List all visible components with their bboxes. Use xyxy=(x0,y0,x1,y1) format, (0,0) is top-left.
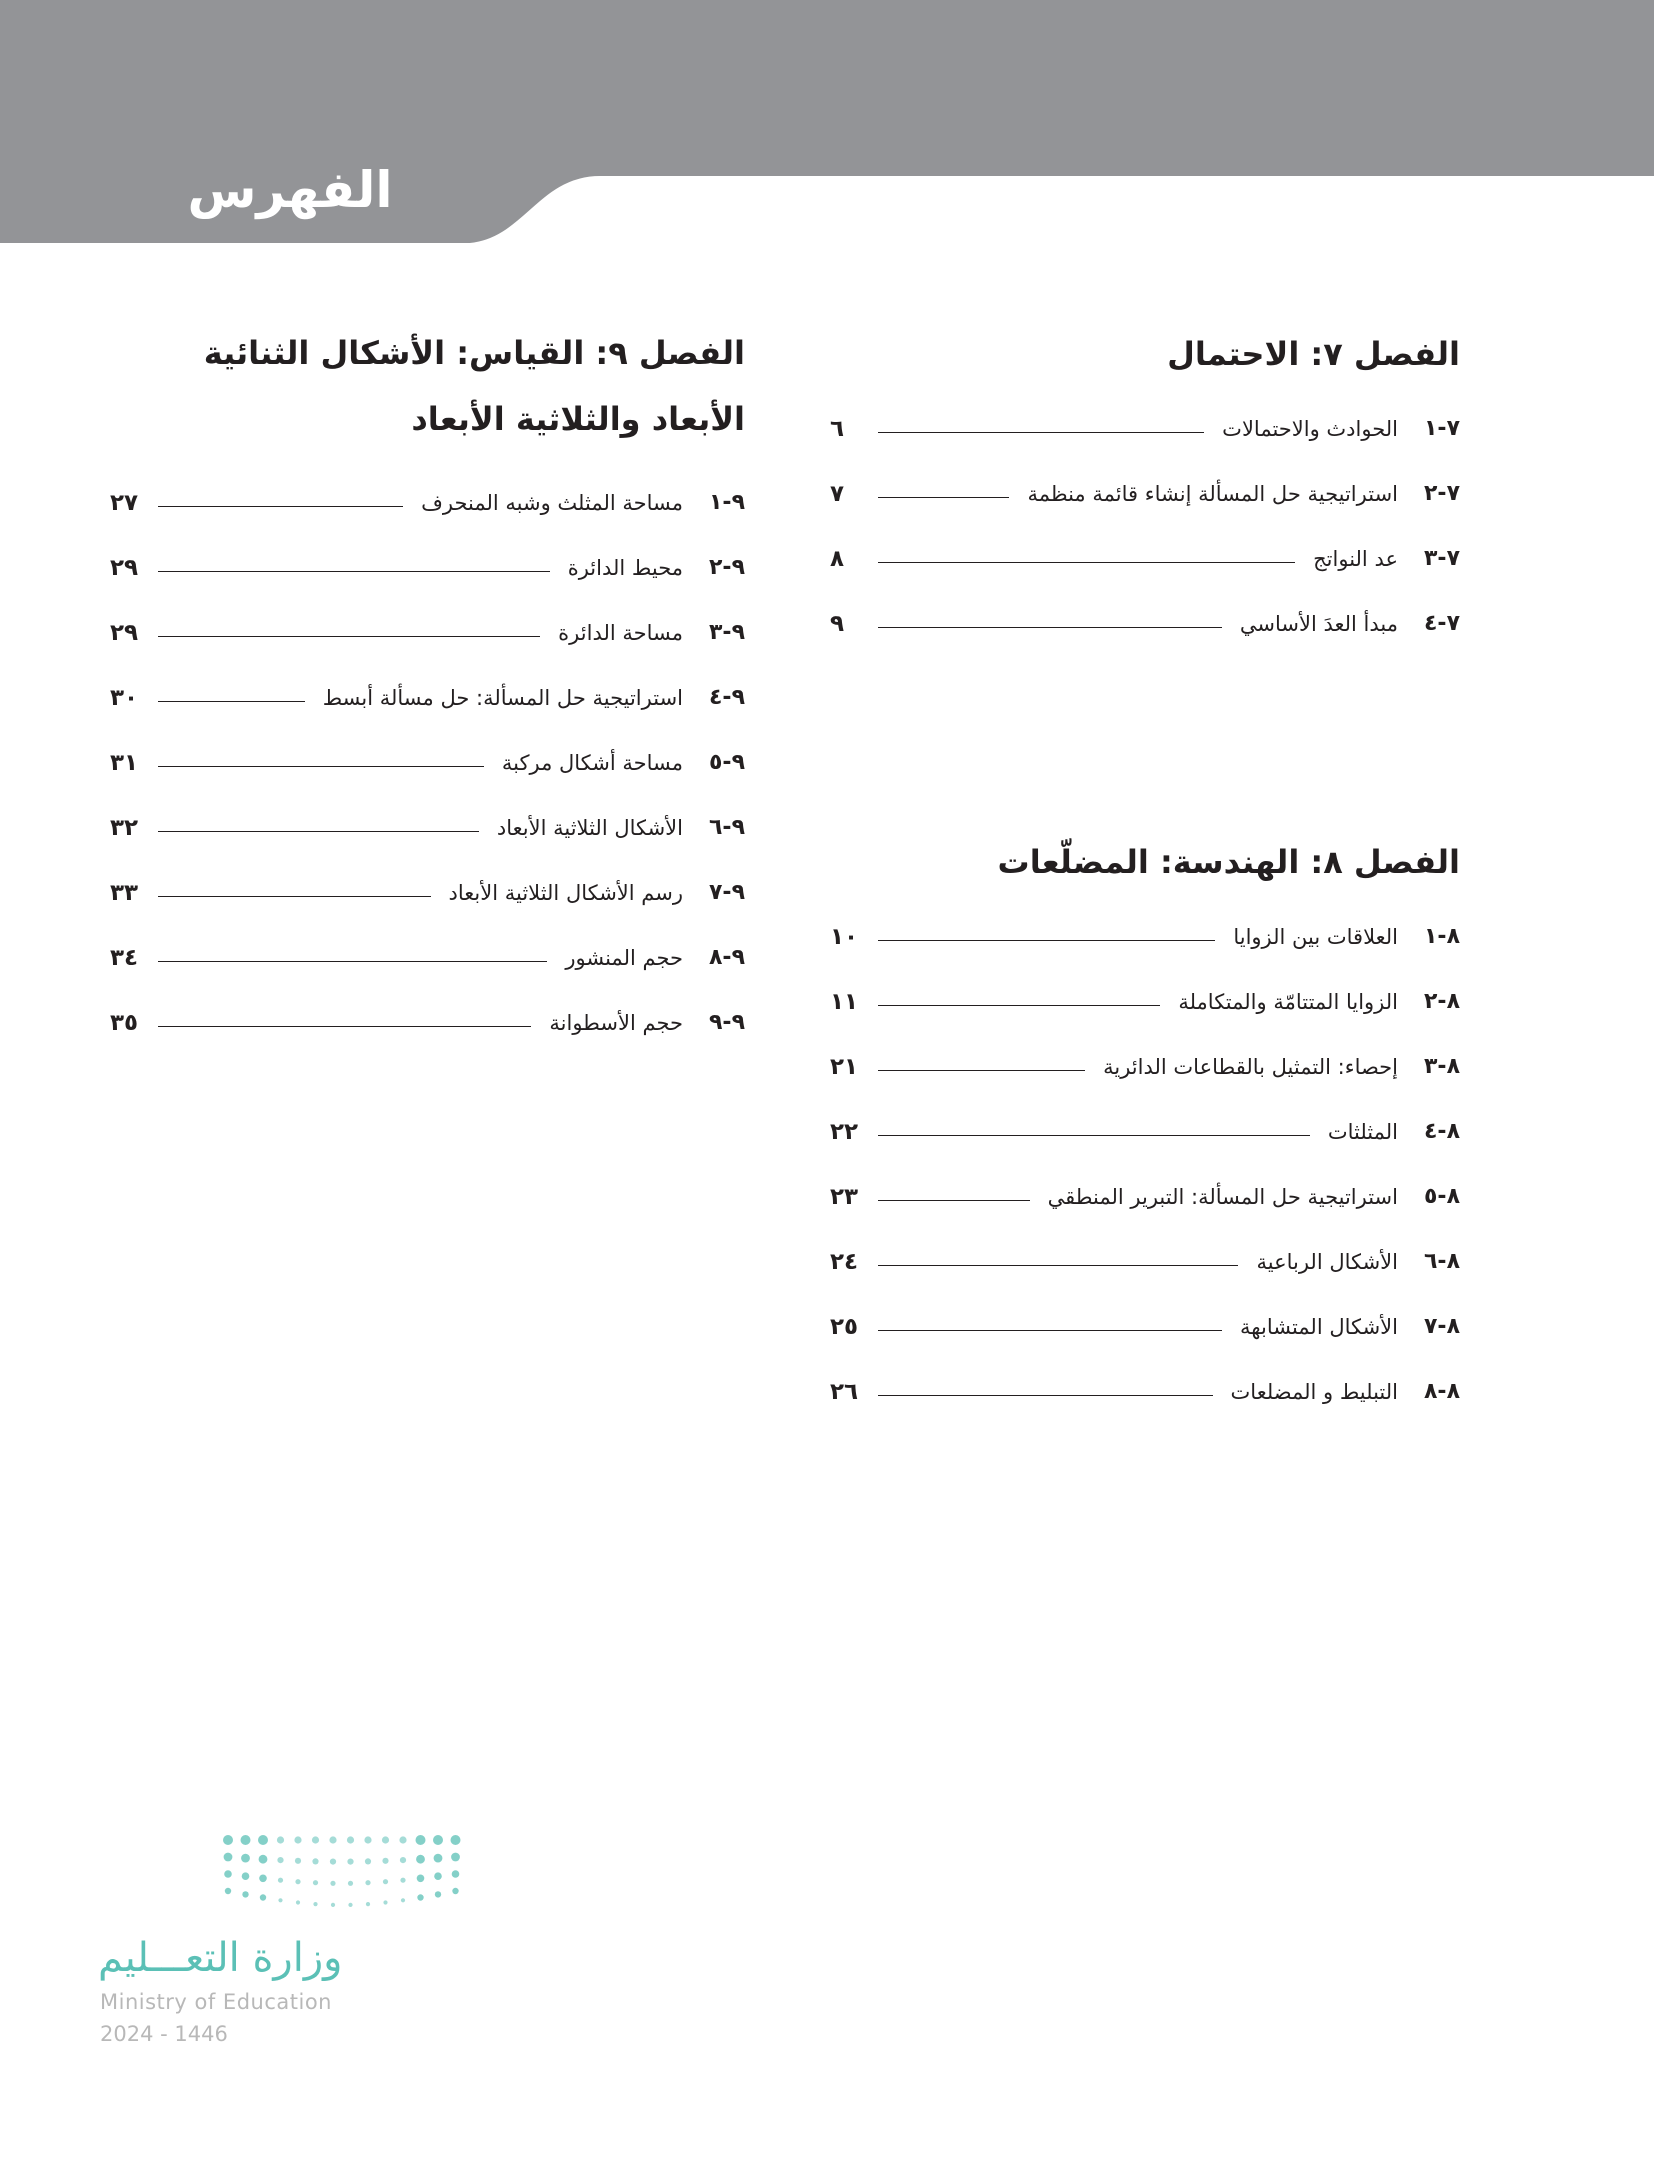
toc-page-number: ٣٤ xyxy=(110,944,139,971)
toc-leader-line xyxy=(158,571,550,572)
toc-leader-line xyxy=(158,831,479,832)
toc-row xyxy=(830,1164,1460,1229)
toc-number: ٩-٦ xyxy=(708,815,745,840)
ministry-english-name: Ministry of Education xyxy=(100,1990,332,2014)
logo-dot xyxy=(294,1836,301,1843)
toc-number: ٩-١ xyxy=(708,490,745,515)
logo-dot xyxy=(452,1870,460,1878)
toc-number: ٩-٩ xyxy=(708,1010,745,1035)
toc-row xyxy=(830,1034,1460,1099)
toc-row xyxy=(830,461,1460,526)
toc-number: ٧-٢ xyxy=(1423,481,1460,506)
toc-leader-line xyxy=(878,432,1204,433)
toc-page-number: ٢٦ xyxy=(830,1378,859,1405)
logo-dot xyxy=(401,1898,405,1902)
toc-page-number: ٢٢ xyxy=(830,1118,859,1145)
toc-label: العلاقات بين الزوايا xyxy=(1233,924,1398,949)
chapter-9-section xyxy=(110,320,745,1055)
ministry-arabic-name: وزارة التعـــليم xyxy=(98,1935,343,1981)
toc-leader-line xyxy=(878,1005,1160,1006)
toc-leader-line xyxy=(878,1330,1222,1331)
chapter-8-section xyxy=(830,836,1460,1424)
toc-page-number: ٢٧ xyxy=(110,489,139,516)
logo-dot xyxy=(330,1859,336,1865)
logo-dot xyxy=(242,1891,248,1897)
toc-row xyxy=(110,600,745,665)
toc-label: الحوادث والاحتمالات xyxy=(1222,416,1398,441)
toc-page-number: ٩ xyxy=(830,610,845,637)
logo-dot xyxy=(365,1858,371,1864)
chapter-7-list xyxy=(830,396,1460,656)
toc-row xyxy=(110,730,745,795)
logo-dot xyxy=(366,1902,370,1906)
logo-dot xyxy=(348,1903,352,1907)
toc-label: مساحة أشكال مركبة xyxy=(501,750,683,775)
toc-number: ٨-٦ xyxy=(1423,1249,1460,1274)
logo-dot xyxy=(347,1859,353,1865)
logo-dot xyxy=(365,1880,370,1885)
toc-leader-line xyxy=(878,1135,1310,1136)
logo-dot xyxy=(312,1858,318,1864)
toc-label: المثلثات xyxy=(1327,1119,1398,1144)
toc-number: ٧-١ xyxy=(1423,416,1460,441)
toc-page-number: ١١ xyxy=(830,988,859,1015)
logo-dot xyxy=(400,1878,405,1883)
logo-dot xyxy=(364,1836,371,1843)
toc-number: ٨-٢ xyxy=(1423,989,1460,1014)
toc-label: محيط الدائرة xyxy=(567,555,683,580)
logo-dot xyxy=(278,1878,283,1883)
toc-number: ٨-٤ xyxy=(1423,1119,1460,1144)
toc-number: ٩-٤ xyxy=(708,685,745,710)
toc-label: استراتيجية حل المسألة: التبرير المنطقي xyxy=(1047,1184,1398,1209)
chapter-7-section xyxy=(830,328,1460,656)
toc-page-number: ٢١ xyxy=(830,1053,859,1080)
logo-dot xyxy=(242,1872,250,1880)
toc-label: الأشكال الرباعية xyxy=(1256,1249,1398,1274)
logo-dot xyxy=(416,1855,425,1864)
toc-page-number: ٢٤ xyxy=(830,1248,859,1275)
toc-number: ٩-٨ xyxy=(708,945,745,970)
toc-page-number: ٣٢ xyxy=(110,814,139,841)
logo-dot xyxy=(348,1881,353,1886)
page-title: الفهرس xyxy=(187,161,393,219)
logo-dot xyxy=(382,1836,389,1843)
toc-label: الأشكال الثلاثية الأبعاد xyxy=(496,815,683,840)
toc-page-number: ٣٣ xyxy=(110,879,139,906)
toc-page-number: ٣٠ xyxy=(110,684,139,711)
logo-dot xyxy=(347,1836,354,1843)
toc-leader-line xyxy=(878,627,1222,628)
toc-page-number: ٢٩ xyxy=(110,619,139,646)
toc-page-number: ١٠ xyxy=(830,923,859,950)
toc-label: رسم الأشكال الثلاثية الأبعاد xyxy=(448,880,683,905)
toc-leader-line xyxy=(878,1265,1238,1266)
toc-leader-line xyxy=(158,961,547,962)
logo-dot xyxy=(399,1836,406,1843)
toc-number: ٨-١ xyxy=(1423,924,1460,949)
logo-dot xyxy=(417,1894,423,1900)
toc-number: ٧-٤ xyxy=(1423,611,1460,636)
logo-dot xyxy=(259,1855,268,1864)
logo-dot xyxy=(295,1858,301,1864)
toc-page-number: ٢٥ xyxy=(830,1313,859,1340)
chapter-8-title: الفصل ٨: الهندسة: المضلّعات xyxy=(997,843,1460,881)
logo-dot xyxy=(383,1879,388,1884)
logo-dot xyxy=(434,1854,443,1863)
toc-row xyxy=(830,396,1460,461)
logo-dot xyxy=(416,1835,426,1845)
toc-label: حجم الأسطوانة xyxy=(549,1010,683,1035)
toc-number: ٨-٨ xyxy=(1423,1379,1460,1404)
toc-row xyxy=(830,1099,1460,1164)
toc-label: عد النواتج xyxy=(1313,546,1398,571)
toc-row xyxy=(110,535,745,600)
toc-row xyxy=(110,795,745,860)
logo-dot xyxy=(382,1858,388,1864)
logo-dot xyxy=(331,1903,335,1907)
ministry-dots-icon xyxy=(220,1830,470,1920)
logo-dot xyxy=(224,1870,232,1878)
toc-label: إحصاء: التمثيل بالقطاعات الدائرية xyxy=(1103,1054,1398,1079)
toc-number: ٩-٣ xyxy=(708,620,745,645)
toc-row xyxy=(830,526,1460,591)
logo-dot xyxy=(260,1894,266,1900)
logo-dot xyxy=(312,1836,319,1843)
logo-dot xyxy=(278,1898,282,1902)
toc-number: ٩-٢ xyxy=(708,555,745,580)
toc-leader-line xyxy=(158,896,431,897)
logo-dot xyxy=(277,1857,283,1863)
chapter-9-list xyxy=(110,470,745,1055)
toc-number: ٨-٥ xyxy=(1423,1184,1460,1209)
toc-leader-line xyxy=(878,1200,1030,1201)
logo-dot xyxy=(295,1879,300,1884)
toc-page-number: ٦ xyxy=(830,415,845,442)
logo-dot xyxy=(296,1900,300,1904)
toc-label: استراتيجية حل المسألة إنشاء قائمة منظمة xyxy=(1027,481,1398,506)
chapter-9-title: الفصل ٩: القياس: الأشكال الثنائية الأبعاد والثلاثية الأبعاد xyxy=(203,334,745,438)
toc-page-number: ٢٣ xyxy=(830,1183,859,1210)
logo-dot xyxy=(224,1853,233,1862)
toc-label: مساحة المثلث وشبه المنحرف xyxy=(421,490,683,515)
logo-dot xyxy=(241,1854,250,1863)
logo-dot xyxy=(330,1881,335,1886)
logo-dot xyxy=(223,1835,233,1845)
toc-label: التبليط و المضلعات xyxy=(1230,1379,1398,1404)
toc-label: مساحة الدائرة xyxy=(558,620,683,645)
toc-leader-line xyxy=(878,497,1009,498)
toc-page-number: ٢٩ xyxy=(110,554,139,581)
toc-label: الأشكال المتشابهة xyxy=(1240,1314,1398,1339)
toc-row xyxy=(830,1294,1460,1359)
toc-row xyxy=(110,925,745,990)
toc-row xyxy=(110,990,745,1055)
logo-dot xyxy=(258,1835,268,1845)
logo-dot xyxy=(452,1888,458,1894)
logo-dot xyxy=(417,1875,425,1883)
toc-number: ٨-٣ xyxy=(1423,1054,1460,1079)
toc-page-number: ٧ xyxy=(830,480,845,507)
logo-dot xyxy=(259,1875,267,1883)
chapter-8-list xyxy=(830,904,1460,1424)
toc-leader-line xyxy=(878,940,1215,941)
logo-dot xyxy=(434,1872,442,1880)
toc-label: مبدأ العدَ الأساسي xyxy=(1239,611,1398,636)
toc-label: الزوايا المتتامّة والمتكاملة xyxy=(1178,989,1398,1014)
toc-leader-line xyxy=(878,1070,1085,1071)
logo-dot xyxy=(313,1880,318,1885)
logo-dot xyxy=(451,1853,460,1862)
toc-leader-line xyxy=(158,766,484,767)
logo-dot xyxy=(451,1835,461,1845)
toc-leader-line xyxy=(158,636,540,637)
logo-dot xyxy=(225,1888,231,1894)
toc-row xyxy=(110,470,745,535)
toc-page-number: ٨ xyxy=(830,545,845,572)
toc-label: حجم المنشور xyxy=(565,945,683,970)
toc-leader-line xyxy=(878,1395,1213,1396)
ministry-logo xyxy=(98,1830,378,2065)
chapter-7-title: الفصل ٧: الاحتمال xyxy=(1167,335,1460,373)
toc-column-right xyxy=(830,328,1460,1405)
toc-leader-line xyxy=(158,506,403,507)
toc-number: ٩-٥ xyxy=(708,750,745,775)
toc-number: ٨-٧ xyxy=(1423,1314,1460,1339)
logo-dot xyxy=(400,1857,406,1863)
toc-number: ٧-٣ xyxy=(1423,546,1460,571)
logo-dot xyxy=(383,1900,387,1904)
toc-leader-line xyxy=(878,562,1295,563)
logo-dot xyxy=(313,1902,317,1906)
toc-row xyxy=(830,591,1460,656)
toc-leader-line xyxy=(158,701,305,702)
toc-row xyxy=(830,1229,1460,1294)
toc-number: ٩-٧ xyxy=(708,880,745,905)
ministry-year: 2024 - 1446 xyxy=(100,2022,228,2046)
toc-page-number: ٣٥ xyxy=(110,1009,139,1036)
toc-row xyxy=(110,860,745,925)
logo-dot xyxy=(435,1891,441,1897)
toc-leader-line xyxy=(158,1026,531,1027)
toc-row xyxy=(830,969,1460,1034)
toc-row xyxy=(830,904,1460,969)
logo-dot xyxy=(241,1835,251,1845)
toc-row xyxy=(110,665,745,730)
toc-page-number: ٣١ xyxy=(110,749,139,776)
toc-column-left xyxy=(110,320,745,1055)
logo-dot xyxy=(329,1836,336,1843)
toc-row xyxy=(830,1359,1460,1424)
toc-label: استراتيجية حل المسألة: حل مسألة أبسط xyxy=(322,685,683,710)
logo-dot xyxy=(433,1835,443,1845)
logo-dot xyxy=(277,1836,284,1843)
